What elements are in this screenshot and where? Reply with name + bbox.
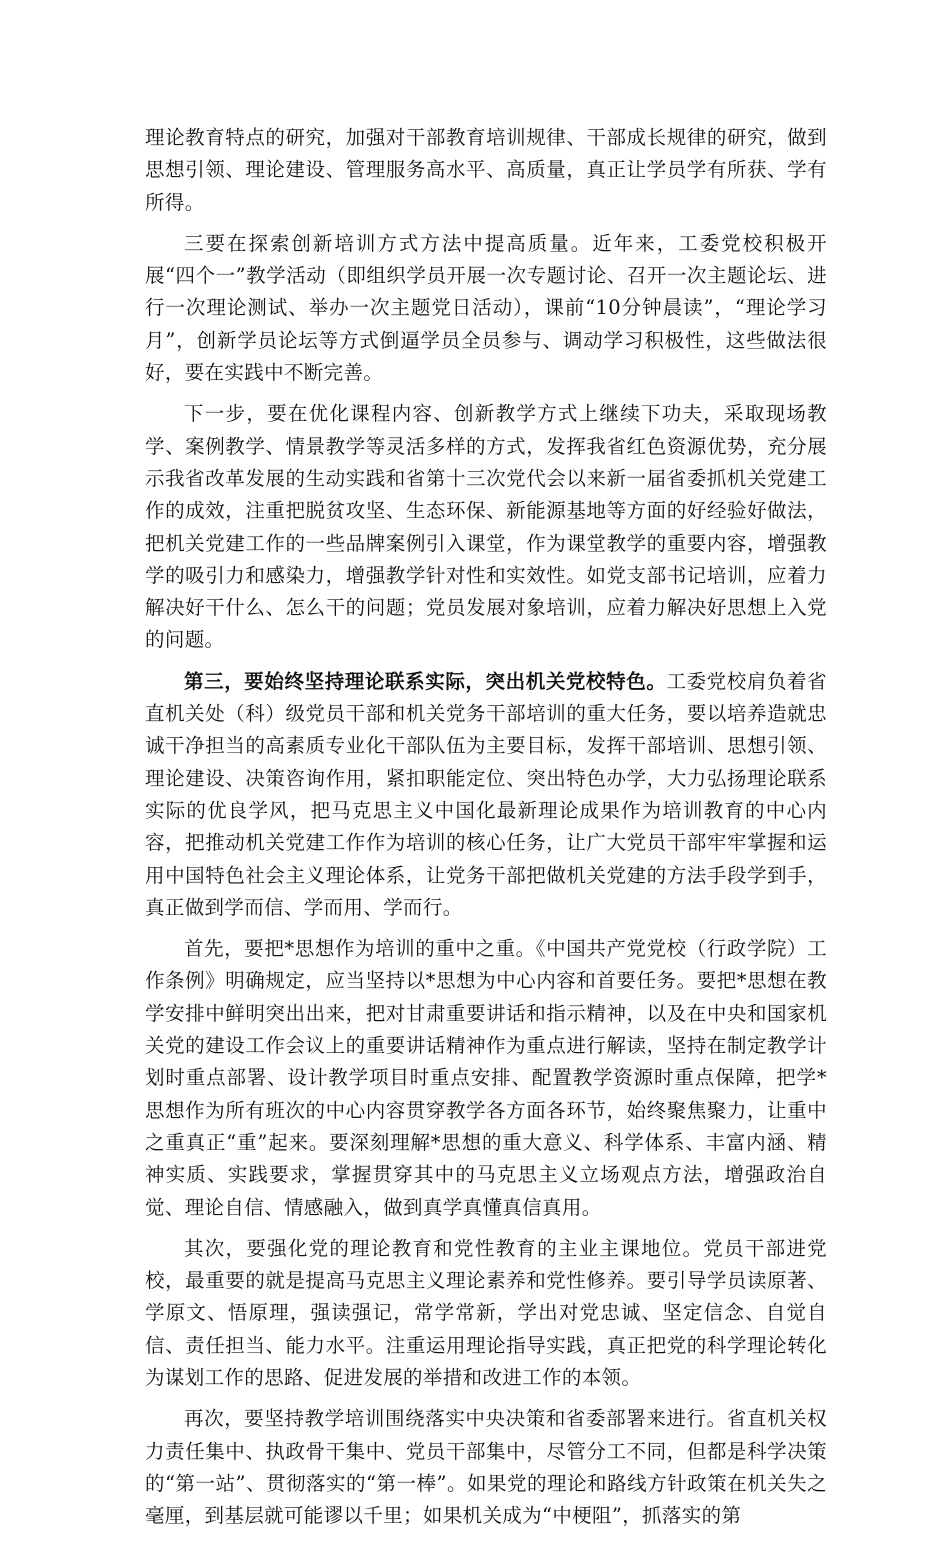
paragraph-2-text: 三要在探索创新培训方式方法中提高质量。近年来，工委党校积极开展“四个一”教学活动（即组织学员开展一次专题讨论、召开一次主题论坛、进行一次理论测试、举办一次主题党日活动），课前“10分钟晨读”，“理论学习月”，创新学员论坛等方式倒逼学员全员参与、调动学习积极性，这些做法很好，要在实践中不断完善。 — [145, 231, 827, 385]
paragraph-7 — [145, 1403, 827, 1532]
paragraph-2 — [145, 228, 827, 389]
paragraph-5 — [145, 933, 827, 1224]
paragraph-4-text: 工委党校肩负着省直机关处（科）级党员干部和机关党务干部培训的重大任务，要以培养造就忠诚干净担当的高素质专业化干部队伍为主要目标，发挥干部培训、思想引领、理论建设、决策咨询作用，紧扣职能定位、突出特色办学，大力弘扬理论联系实际的优良学风，把马克思主义中国化最新理论成果作为培训教育的中心内容，把推动机关党建工作作为培训的核心任务，让广大党员干部牢牢掌握和运用中国特色社会主义理论体系，让党务干部把做机关党建的方法手段学到手，真正做到学而信、学而用、学而行。 — [145, 669, 827, 919]
paragraph-6-text: 其次，要强化党的理论教育和党性教育的主业主课地位。党员干部进党校，最重要的就是提高马克思主义理论素养和党性修养。要引导学员读原著、学原文、悟原理，强读强记，常学常新，学出对党忠诚、坚定信念、自觉自信、责任担当、能力水平。注重运用理论指导实践，真正把党的科学理论转化为谋划工作的思路、促进发展的举措和改进工作的本领。 — [145, 1236, 827, 1389]
paragraph-5-text: 首先，要把*思想作为培训的重中之重。《中国共产党党校（行政学院）工作条例》明确规定，应当坚持以*思想为中心内容和首要任务。要把*思想在教学安排中鲜明突出出来，把对甘肃重要讲话和指示精神，以及在中央和国家机关党的建设工作会议上的重要讲话精神作为重点进行解读，坚持在制定教学计划时重点部署、设计教学项目时重点安排、配置教学资源时重点保障，把学*思想作为所有班次的中心内容贯穿教学各方面各环节，始终聚焦聚力，让重中之重真正“重”起来。要深刻理解*思想的重大意义、科学体系、丰富内涵、精神实质、实践要求，掌握贯穿其中的马克思主义立场观点方法，增强政治自觉、理论自信、情感融入，做到真学真懂真信真用。 — [145, 937, 827, 1219]
paragraph-4-lead: 第三，要始终坚持理论联系实际，突出机关党校特色。 — [184, 669, 667, 693]
paragraph-7-text: 再次，要坚持教学培训围绕落实中央决策和省委部署来进行。省直机关权力责任集中、执政骨干集中、党员干部集中，尽管分工不同，但都是科学决策的“第一站”、贯彻落实的“第一棒”。如果党的理论和路线方针政策在机关失之毫厘，到基层就可能谬以千里；如果机关成为“中梗阻”，抓落实的第 — [145, 1407, 827, 1528]
document-page — [145, 122, 827, 1541]
paragraph-1-text: 理论教育特点的研究，加强对干部教育培训规律、干部成长规律的研究，做到思想引领、理论建设、管理服务高水平、高质量，真正让学员学有所获、学有所得。 — [145, 126, 827, 214]
paragraph-1 — [145, 122, 827, 219]
paragraph-3-text: 下一步，要在优化课程内容、创新教学方式上继续下功夫，采取现场教学、案例教学、情景教学等灵活多样的方式，发挥我省红色资源优势，充分展示我省改革发展的生动实践和省第十三次党代会以来新一届省委抓机关党建工作的成效，注重把脱贫攻坚、生态环保、新能源基地等方面的好经验好做法，把机关党建工作的一些品牌案例引入课堂，作为课堂教学的重要内容，增强教学的吸引力和感染力，增强教学针对性和实效性。如党支部书记培训，应着力解决好干什么、怎么干的问题；党员发展对象培训，应着力解决好思想上入党的问题。 — [145, 402, 827, 652]
paragraph-6 — [145, 1233, 827, 1394]
paragraph-3 — [145, 398, 827, 656]
paragraph-4 — [145, 666, 827, 924]
